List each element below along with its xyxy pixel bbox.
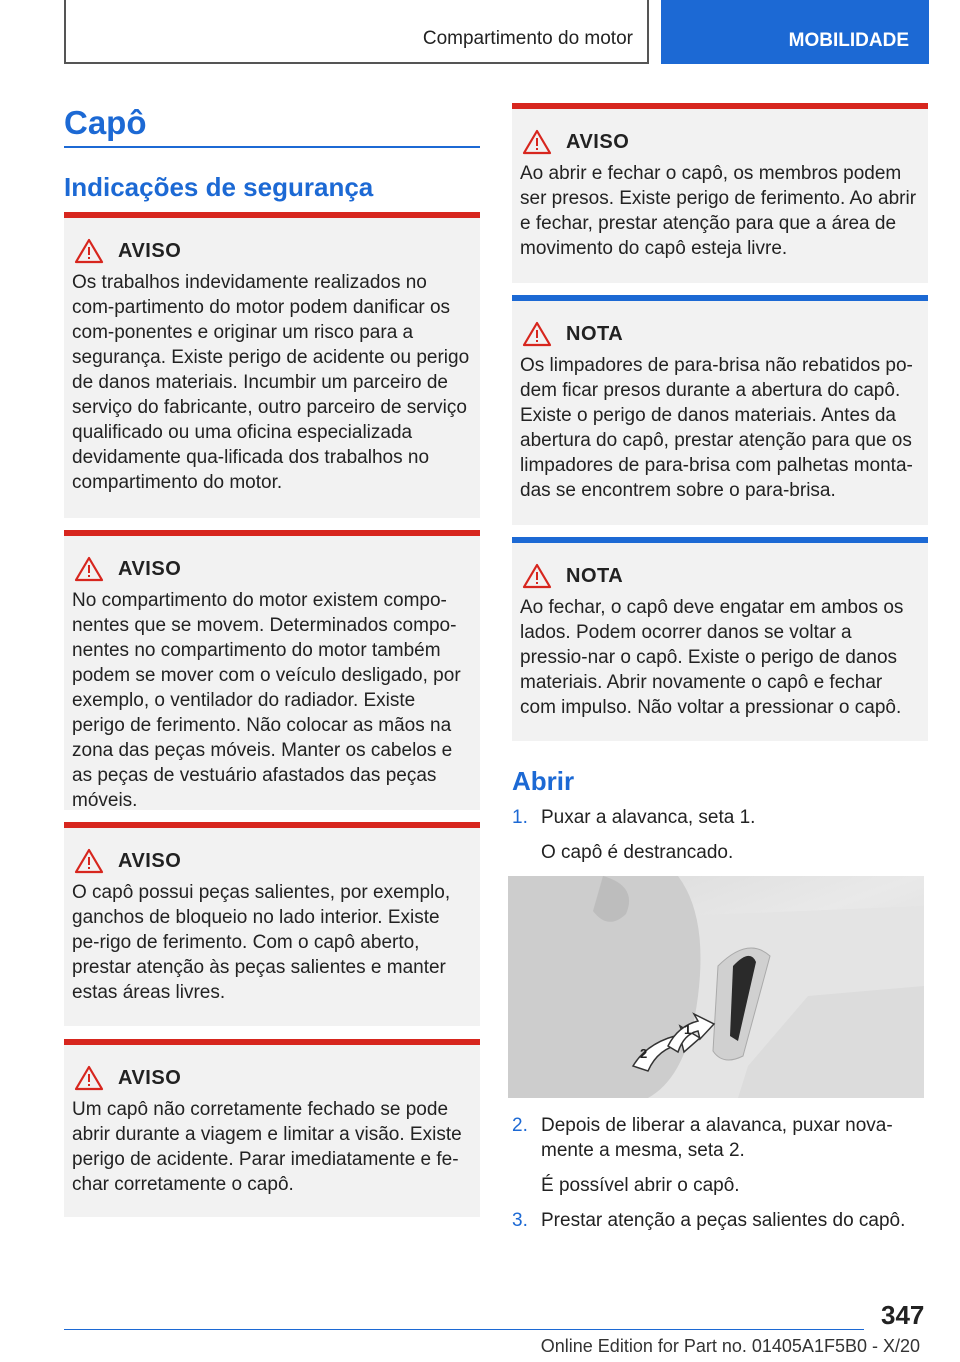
step-text: Puxar a alavanca, seta 1. [541, 807, 756, 828]
step-text: Prestar atenção a peças salientes do capô. [541, 1210, 906, 1231]
warning-label: AVISO [118, 239, 182, 262]
page-header [64, 0, 929, 64]
warning-triangle-icon [74, 238, 104, 264]
warning-box [64, 530, 480, 810]
note-text: Ao fechar, o capô deve engatar em ambos os lados. Podem ocorrer danos se voltar a pressio-nar o capô. Existe o perigo de danos materiais. Abrir novamente o capô e fechar com impulso. Não voltar a pressionar o capô. [520, 597, 904, 718]
warning-text: Os trabalhos indevidamente realizados no com-partimento do motor podem danificar os com-ponentes e originar um risco para a segurança. Existe perigo de acidente ou perigo de danos materiais. Incumbir um parceiro de serviço do fabricante, outro parceiro de serviço qualificado ou uma oficina especializada devidamente qua-lificada dos trabalhos no compartimento do motor. [72, 272, 470, 493]
warning-label: AVISO [118, 849, 182, 872]
footer-rule [64, 1329, 864, 1330]
section-title: Compartimento do motor [64, 0, 649, 64]
warning-triangle-icon [522, 563, 552, 589]
step-number: 1. [512, 807, 528, 828]
warning-label: AVISO [118, 1066, 182, 1089]
edition-note: Online Edition for Part no. 01405A1F5B0 - X/20 [540, 1336, 920, 1356]
arrow-label-2: 2 [640, 1046, 648, 1061]
chapter-tab[interactable]: MOBILIDADE [661, 0, 929, 64]
warning-triangle-icon [74, 1065, 104, 1091]
page-number: 347 [881, 1300, 925, 1330]
step-result: O capô é destrancado. [541, 842, 734, 863]
warning-triangle-icon [522, 129, 552, 155]
warning-text: O capô possui peças salientes, por exemplo, ganchos de bloqueio no lado interior. Existe pe-rigo de ferimento. Com o capô aberto, prestar atenção às peças salientes e manter estas áreas livres. [72, 882, 451, 1003]
warning-label: AVISO [118, 557, 182, 580]
arrow-label-1: 1 [684, 1022, 692, 1037]
lever-illustration [508, 876, 924, 1098]
note-text: Os limpadores de para-brisa não rebatidos po-dem ficar presos durante a abertura do capô. Existe o perigo de danos materiais. Antes da abertura do capô, prestar atenção para que os limpadores de para-brisa com palhetas monta-das se encontrem sobre o para-brisa. [520, 355, 913, 501]
step-result: É possível abrir o capô. [541, 1175, 740, 1196]
step-text: Depois de liberar a alavanca, puxar nova-mente a mesma, seta 2. [541, 1115, 893, 1161]
steps-list-continued [512, 1113, 928, 1233]
note-label: NOTA [566, 564, 624, 587]
warning-text: No compartimento do motor existem compo-nentes que se movem. Determinados compo-nentes no compartimento do motor também podem se mover com o veículo desligado, por exemplo, o ventilador do radiador. Existe perigo de ferimento. Não colocar as mãos na zona das peças móveis. Manter os cabelos e as peças de vestuário afastados das peças móveis. [72, 590, 461, 811]
warning-box [64, 1039, 480, 1217]
warning-triangle-icon [74, 848, 104, 874]
open-heading: Abrir [512, 766, 575, 796]
warning-box [64, 822, 480, 1026]
step-number: 2. [512, 1115, 528, 1136]
warning-text: Um capô não corretamente fechado se pode abrir durante a viagem e limitar a visão. Existe perigo de acidente. Parar imediatamente e fe-char corretamente o capô. [72, 1099, 462, 1195]
warning-triangle-icon [522, 321, 552, 347]
safety-heading: Indicações de segurança [64, 172, 374, 202]
note-label: NOTA [566, 322, 624, 345]
steps-list [512, 805, 928, 865]
warning-triangle-icon [74, 556, 104, 582]
warning-text: Ao abrir e fechar o capô, os membros podem ser presos. Existe perigo de ferimento. Ao abrir e fechar, prestar atenção para que a área de movimento do capô esteja livre. [520, 163, 917, 259]
note-box [512, 295, 928, 525]
title-rule [64, 146, 480, 148]
list-item [512, 1113, 928, 1163]
page-title: Capô [64, 104, 147, 141]
warning-label: AVISO [566, 130, 630, 153]
note-box [512, 537, 928, 741]
warning-box [64, 212, 480, 518]
list-item [512, 805, 928, 830]
list-item [512, 1208, 928, 1233]
hood-release-lever-photo [508, 876, 924, 1098]
step-number: 3. [512, 1210, 528, 1231]
warning-box [512, 103, 928, 283]
